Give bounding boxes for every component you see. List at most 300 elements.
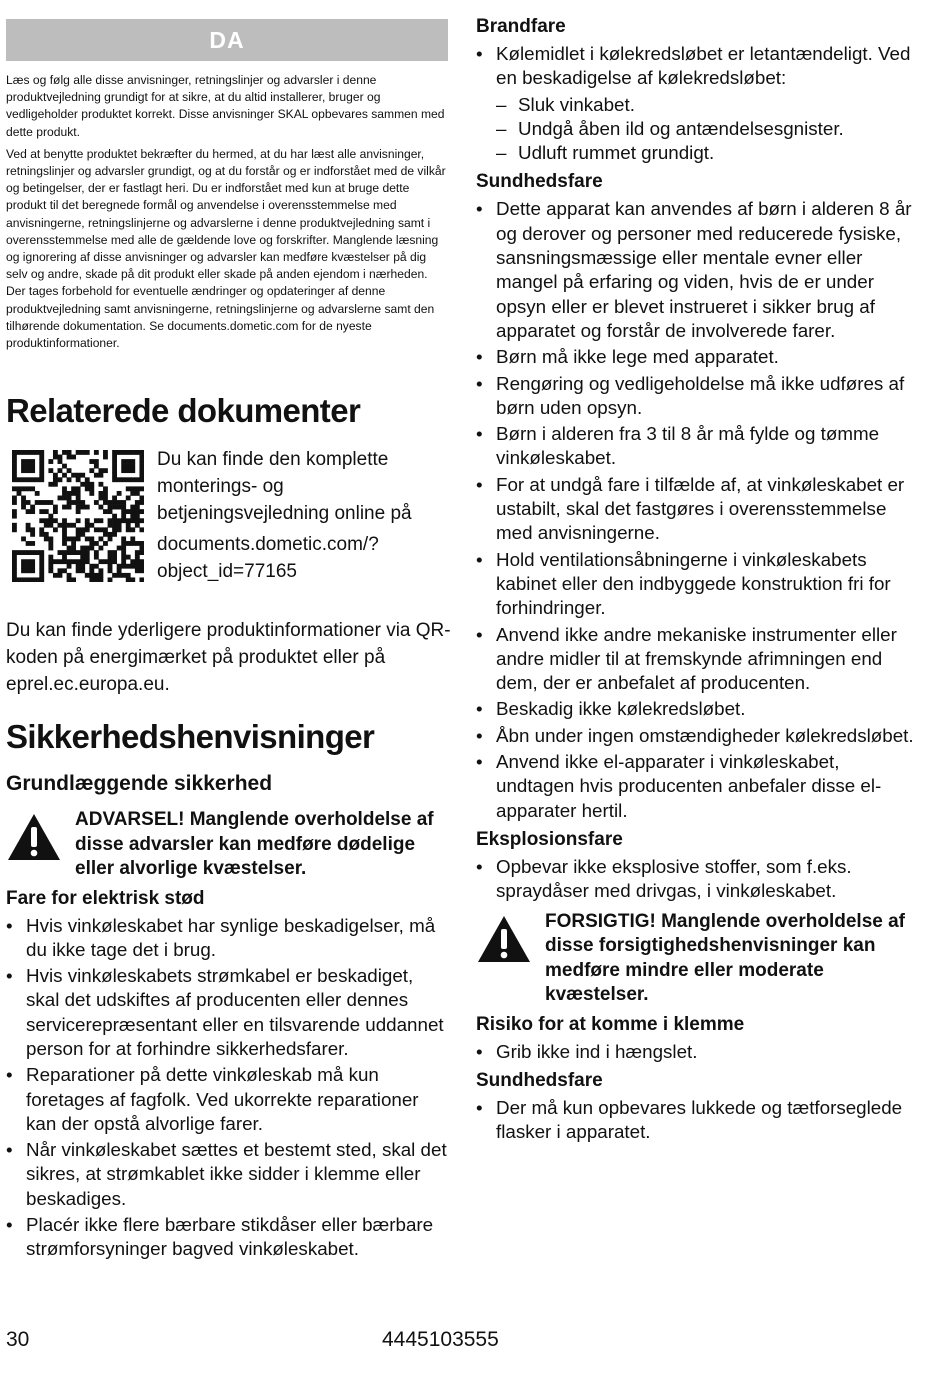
- qr-module: [48, 523, 53, 528]
- qr-module: [126, 450, 131, 455]
- qr-module: [103, 486, 108, 491]
- qr-module: [98, 473, 103, 478]
- qr-module: [126, 527, 131, 532]
- qr-module: [76, 450, 81, 455]
- qr-module: [76, 550, 81, 555]
- list-item: • Grib ikke ind i hængslet.: [476, 1040, 920, 1064]
- qr-module: [85, 527, 90, 532]
- safety-title: Sikkerhedshenvisninger: [6, 718, 375, 755]
- qr-module: [67, 477, 72, 482]
- qr-module: [39, 555, 44, 560]
- qr-module: [48, 514, 53, 519]
- qr-module: [121, 564, 126, 569]
- qr-module: [112, 550, 117, 555]
- qr-module: [112, 573, 117, 578]
- qr-module: [108, 559, 113, 564]
- qr-module: [121, 464, 126, 469]
- qr-module: [126, 518, 131, 523]
- qr-module: [89, 568, 94, 573]
- qr-module: [39, 577, 44, 582]
- qr-module: [12, 550, 17, 555]
- qr-module: [135, 568, 140, 573]
- qr-module: [108, 518, 113, 523]
- qr-module: [35, 500, 40, 505]
- qr-module: [48, 518, 53, 523]
- qr-module: [62, 523, 67, 528]
- qr-description: [157, 446, 447, 589]
- qr-module: [62, 496, 67, 501]
- qr-module: [80, 559, 85, 564]
- qr-module: [94, 450, 99, 455]
- qr-module: [126, 459, 131, 464]
- fire-hazard-list: [476, 42, 920, 91]
- qr-module: [76, 518, 81, 523]
- qr-module: [108, 555, 113, 560]
- qr-module: [94, 459, 99, 464]
- qr-module: [130, 491, 135, 496]
- qr-module: [98, 573, 103, 578]
- qr-module: [112, 455, 117, 460]
- qr-module: [26, 459, 31, 464]
- qr-module: [126, 486, 131, 491]
- qr-module: [130, 459, 135, 464]
- qr-module: [39, 477, 44, 482]
- qr-module: [121, 536, 126, 541]
- qr-module: [35, 550, 40, 555]
- qr-module: [17, 486, 22, 491]
- qr-module: [53, 505, 58, 510]
- qr-module: [121, 450, 126, 455]
- qr-module: [62, 505, 67, 510]
- qr-module: [139, 473, 144, 478]
- qr-module: [130, 505, 135, 510]
- qr-module: [80, 500, 85, 505]
- qr-module: [58, 550, 63, 555]
- caution-block: [476, 910, 920, 1008]
- warning-triangle-icon: [6, 812, 62, 862]
- list-item: • Når vinkøleskabet sættes et bestemt sted, skal det sikres, at strømkablet ikke sidder i klemme eller beskadiges.: [6, 1138, 451, 1211]
- qr-module: [76, 491, 81, 496]
- qr-module: [26, 464, 31, 469]
- qr-module: [126, 496, 131, 501]
- qr-module: [26, 509, 31, 514]
- qr-module: [135, 486, 140, 491]
- qr-module: [48, 541, 53, 546]
- qr-module: [62, 532, 67, 537]
- qr-module: [12, 577, 17, 582]
- qr-module: [85, 523, 90, 528]
- qr-module: [135, 550, 140, 555]
- qr-module: [98, 468, 103, 473]
- qr-module: [126, 541, 131, 546]
- qr-module: [126, 564, 131, 569]
- qr-module: [35, 477, 40, 482]
- qr-module: [21, 468, 26, 473]
- qr-module: [67, 450, 72, 455]
- qr-module: [139, 459, 144, 464]
- qr-module: [44, 500, 49, 505]
- qr-module: [30, 541, 35, 546]
- qr-module: [98, 496, 103, 501]
- sub-list-item: – Undgå åben ild og antændelsesgnister.: [496, 117, 920, 141]
- qr-module: [62, 518, 67, 523]
- qr-module: [44, 509, 49, 514]
- document-code: 4445103555: [382, 1328, 499, 1351]
- qr-module: [121, 559, 126, 564]
- qr-module: [103, 496, 108, 501]
- qr-module: [21, 505, 26, 510]
- qr-module: [76, 496, 81, 501]
- qr-module: [21, 568, 26, 573]
- qr-module: [130, 477, 135, 482]
- qr-module: [58, 559, 63, 564]
- qr-module: [17, 550, 22, 555]
- electric-shock-list: [6, 914, 451, 1262]
- qr-module: [112, 496, 117, 501]
- qr-module: [12, 555, 17, 560]
- qr-module: [130, 559, 135, 564]
- qr-module: [117, 523, 122, 528]
- qr-module: [98, 559, 103, 564]
- qr-module: [26, 527, 31, 532]
- qr-module: [21, 496, 26, 501]
- qr-module: [135, 491, 140, 496]
- qr-module: [98, 518, 103, 523]
- qr-code: [12, 450, 144, 582]
- qr-module: [71, 523, 76, 528]
- qr-module: [126, 523, 131, 528]
- qr-module: [30, 477, 35, 482]
- qr-module: [139, 577, 144, 582]
- qr-module: [58, 468, 63, 473]
- qr-module: [30, 527, 35, 532]
- qr-module: [103, 500, 108, 505]
- qr-module: [130, 486, 135, 491]
- qr-module: [103, 541, 108, 546]
- list-item: • Beskadig ikke kølekredsløbet.: [476, 697, 920, 721]
- qr-module: [21, 577, 26, 582]
- qr-module: [80, 482, 85, 487]
- qr-module: [103, 527, 108, 532]
- qr-code-graphic: [12, 450, 144, 582]
- qr-module: [130, 541, 135, 546]
- language-code: DA: [209, 26, 245, 53]
- qr-module: [139, 568, 144, 573]
- qr-module: [117, 518, 122, 523]
- qr-module: [35, 491, 40, 496]
- qr-module: [112, 464, 117, 469]
- qr-module: [103, 509, 108, 514]
- qr-module: [126, 555, 131, 560]
- qr-module: [21, 486, 26, 491]
- qr-module: [121, 500, 126, 505]
- qr-module: [85, 559, 90, 564]
- fire-hazard-sublist: [476, 93, 920, 166]
- qr-module: [48, 559, 53, 564]
- qr-module: [71, 577, 76, 582]
- qr-module: [71, 541, 76, 546]
- qr-module: [130, 527, 135, 532]
- qr-module: [135, 514, 140, 519]
- qr-module: [80, 450, 85, 455]
- qr-module: [85, 550, 90, 555]
- qr-module: [39, 464, 44, 469]
- intro-paragraph-1: Læs og følg alle disse anvisninger, retningslinjer og advarsler i denne produktvejledning grundigt for at sikre, at du altid installerer, bruger og vedligeholder produktet korrekt. Disse anvisninger SKAL opbevares sammen med dette produkt.: [6, 73, 445, 139]
- qr-module: [39, 559, 44, 564]
- qr-module: [58, 455, 63, 460]
- qr-module: [30, 459, 35, 464]
- qr-module: [21, 477, 26, 482]
- list-item: • Rengøring og vedligeholdelse må ikke udføres af børn uden opsyn.: [476, 372, 920, 421]
- pinch-risk-title: Risiko for at komme i klemme: [476, 1013, 745, 1035]
- qr-module: [53, 573, 58, 578]
- qr-module: [103, 468, 108, 473]
- qr-module: [130, 450, 135, 455]
- qr-module: [48, 459, 53, 464]
- qr-module: [39, 527, 44, 532]
- qr-module: [76, 486, 81, 491]
- qr-module: [39, 573, 44, 578]
- qr-module: [30, 559, 35, 564]
- qr-module: [21, 500, 26, 505]
- qr-module: [139, 468, 144, 473]
- qr-module: [21, 564, 26, 569]
- qr-module: [89, 564, 94, 569]
- qr-module: [30, 577, 35, 582]
- qr-module: [53, 473, 58, 478]
- qr-module: [94, 564, 99, 569]
- qr-module: [98, 577, 103, 582]
- basic-safety-title: Grundlæggende sikkerhed: [6, 772, 273, 795]
- qr-module: [121, 477, 126, 482]
- qr-module: [39, 518, 44, 523]
- qr-module: [139, 527, 144, 532]
- qr-module: [89, 541, 94, 546]
- qr-module: [62, 450, 67, 455]
- qr-module: [58, 573, 63, 578]
- qr-module: [112, 559, 117, 564]
- qr-module: [139, 546, 144, 551]
- qr-module: [71, 491, 76, 496]
- qr-module: [98, 482, 103, 487]
- qr-module: [12, 450, 17, 455]
- qr-module: [12, 464, 17, 469]
- qr-module: [12, 459, 17, 464]
- qr-module: [121, 505, 126, 510]
- qr-module: [21, 459, 26, 464]
- qr-module: [67, 536, 72, 541]
- qr-module: [108, 523, 113, 528]
- qr-module: [12, 559, 17, 564]
- qr-module: [62, 541, 67, 546]
- qr-module: [39, 455, 44, 460]
- qr-module: [117, 500, 122, 505]
- qr-module: [117, 527, 122, 532]
- qr-module: [94, 527, 99, 532]
- qr-module: [67, 455, 72, 460]
- qr-module: [21, 450, 26, 455]
- qr-module: [12, 509, 17, 514]
- qr-module: [89, 536, 94, 541]
- qr-module: [80, 532, 85, 537]
- qr-module: [80, 555, 85, 560]
- qr-module: [26, 550, 31, 555]
- qr-module: [139, 541, 144, 546]
- qr-module: [85, 555, 90, 560]
- qr-module: [85, 477, 90, 482]
- qr-module: [80, 550, 85, 555]
- qr-module: [26, 541, 31, 546]
- qr-module: [30, 486, 35, 491]
- qr-module: [130, 468, 135, 473]
- qr-module: [12, 568, 17, 573]
- qr-module: [135, 450, 140, 455]
- qr-module: [89, 486, 94, 491]
- caution-triangle-icon: [476, 914, 532, 964]
- list-item: • Hvis vinkøleskabets strømkabel er beskadiget, skal det udskiftes af producenten eller dennes servicerepræsentant eller en tilsvarende uddannet person for at forhindre sikkerhedsfarer.: [6, 964, 451, 1061]
- qr-module: [94, 541, 99, 546]
- qr-module: [108, 505, 113, 510]
- qr-module: [94, 518, 99, 523]
- qr-module: [67, 523, 72, 528]
- qr-module: [135, 500, 140, 505]
- qr-module: [12, 473, 17, 478]
- qr-module: [130, 514, 135, 519]
- qr-module: [53, 477, 58, 482]
- qr-module: [76, 527, 81, 532]
- qr-module: [103, 450, 108, 455]
- qr-module: [98, 568, 103, 573]
- qr-module: [39, 532, 44, 537]
- qr-module: [126, 573, 131, 578]
- qr-module: [44, 536, 49, 541]
- qr-module: [135, 509, 140, 514]
- qr-module: [117, 450, 122, 455]
- qr-module: [30, 450, 35, 455]
- qr-module: [80, 564, 85, 569]
- qr-module: [89, 573, 94, 578]
- explosion-hazard-list: [476, 855, 920, 904]
- qr-module: [89, 523, 94, 528]
- qr-module: [12, 523, 17, 528]
- qr-module: [112, 514, 117, 519]
- qr-module: [67, 505, 72, 510]
- qr-module: [98, 505, 103, 510]
- qr-module: [58, 523, 63, 528]
- qr-module: [48, 500, 53, 505]
- qr-module: [121, 546, 126, 551]
- qr-module: [126, 477, 131, 482]
- right-column: [476, 14, 920, 1146]
- list-item: • Anvend ikke el-apparater i vinkøleskabet, undtagen hvis producenten anbefaler disse el-apparater hertil.: [476, 750, 920, 823]
- qr-module: [48, 555, 53, 560]
- qr-module: [121, 468, 126, 473]
- health-hazard-list: [476, 197, 920, 822]
- qr-module: [121, 550, 126, 555]
- qr-module: [135, 564, 140, 569]
- qr-module: [80, 568, 85, 573]
- qr-module: [130, 509, 135, 514]
- qr-module: [53, 509, 58, 514]
- qr-module: [121, 541, 126, 546]
- qr-module: [103, 491, 108, 496]
- qr-module: [112, 473, 117, 478]
- qr-module: [39, 550, 44, 555]
- qr-module: [108, 577, 113, 582]
- qr-module: [39, 509, 44, 514]
- qr-module: [30, 568, 35, 573]
- list-item: • Der må kun opbevares lukkede og tætforseglede flasker i apparatet.: [476, 1096, 920, 1145]
- qr-module: [139, 550, 144, 555]
- qr-module: [108, 536, 113, 541]
- qr-module: [39, 473, 44, 478]
- qr-module: [98, 527, 103, 532]
- qr-module: [126, 464, 131, 469]
- qr-module: [85, 482, 90, 487]
- qr-module: [76, 505, 81, 510]
- qr-module: [62, 568, 67, 573]
- qr-module: [135, 477, 140, 482]
- qr-module: [53, 482, 58, 487]
- qr-module: [67, 550, 72, 555]
- qr-module: [71, 559, 76, 564]
- qr-module: [62, 559, 67, 564]
- list-item: • For at undgå fare i tilfælde af, at vinkøleskabet er ustabilt, skal det fastgøres i overensstemmelse med anvisningerne.: [476, 473, 920, 546]
- list-item: • Åbn under ingen omstændigheder kølekredsløbet.: [476, 724, 920, 748]
- electric-shock-title: Fare for elektrisk stød: [6, 887, 205, 909]
- explosion-hazard-title: Eksplosionsfare: [476, 828, 623, 850]
- qr-module: [76, 536, 81, 541]
- related-documents-title: Relaterede dokumenter: [6, 392, 361, 429]
- qr-module: [121, 555, 126, 560]
- qr-module: [12, 486, 17, 491]
- caution-text: FORSIGTIG! Manglende overholdelse af disse forsigtighedshenvisninger kan medføre mindre eller moderate kvæstelser.: [545, 910, 905, 1005]
- qr-module: [139, 477, 144, 482]
- qr-module: [62, 536, 67, 541]
- qr-module: [117, 573, 122, 578]
- qr-module: [62, 491, 67, 496]
- qr-module: [71, 550, 76, 555]
- qr-module: [62, 486, 67, 491]
- documents-url[interactable]: documents.dometic.com/?object_id=77165: [157, 534, 379, 582]
- qr-module: [58, 568, 63, 573]
- qr-module: [76, 473, 81, 478]
- qr-module: [44, 523, 49, 528]
- qr-module: [35, 577, 40, 582]
- qr-module: [85, 518, 90, 523]
- qr-module: [17, 491, 22, 496]
- qr-module: [17, 477, 22, 482]
- qr-module: [117, 568, 122, 573]
- qr-module: [21, 559, 26, 564]
- qr-module: [62, 555, 67, 560]
- qr-module: [44, 532, 49, 537]
- sub-list-item: – Sluk vinkabet.: [496, 93, 920, 117]
- qr-module: [39, 468, 44, 473]
- qr-module: [80, 527, 85, 532]
- qr-module: [48, 536, 53, 541]
- qr-module: [94, 573, 99, 578]
- qr-module: [26, 500, 31, 505]
- qr-module: [130, 577, 135, 582]
- qr-module: [98, 491, 103, 496]
- qr-module: [58, 459, 63, 464]
- qr-module: [48, 564, 53, 569]
- qr-module: [62, 464, 67, 469]
- qr-module: [39, 450, 44, 455]
- qr-module: [112, 518, 117, 523]
- qr-module: [12, 527, 17, 532]
